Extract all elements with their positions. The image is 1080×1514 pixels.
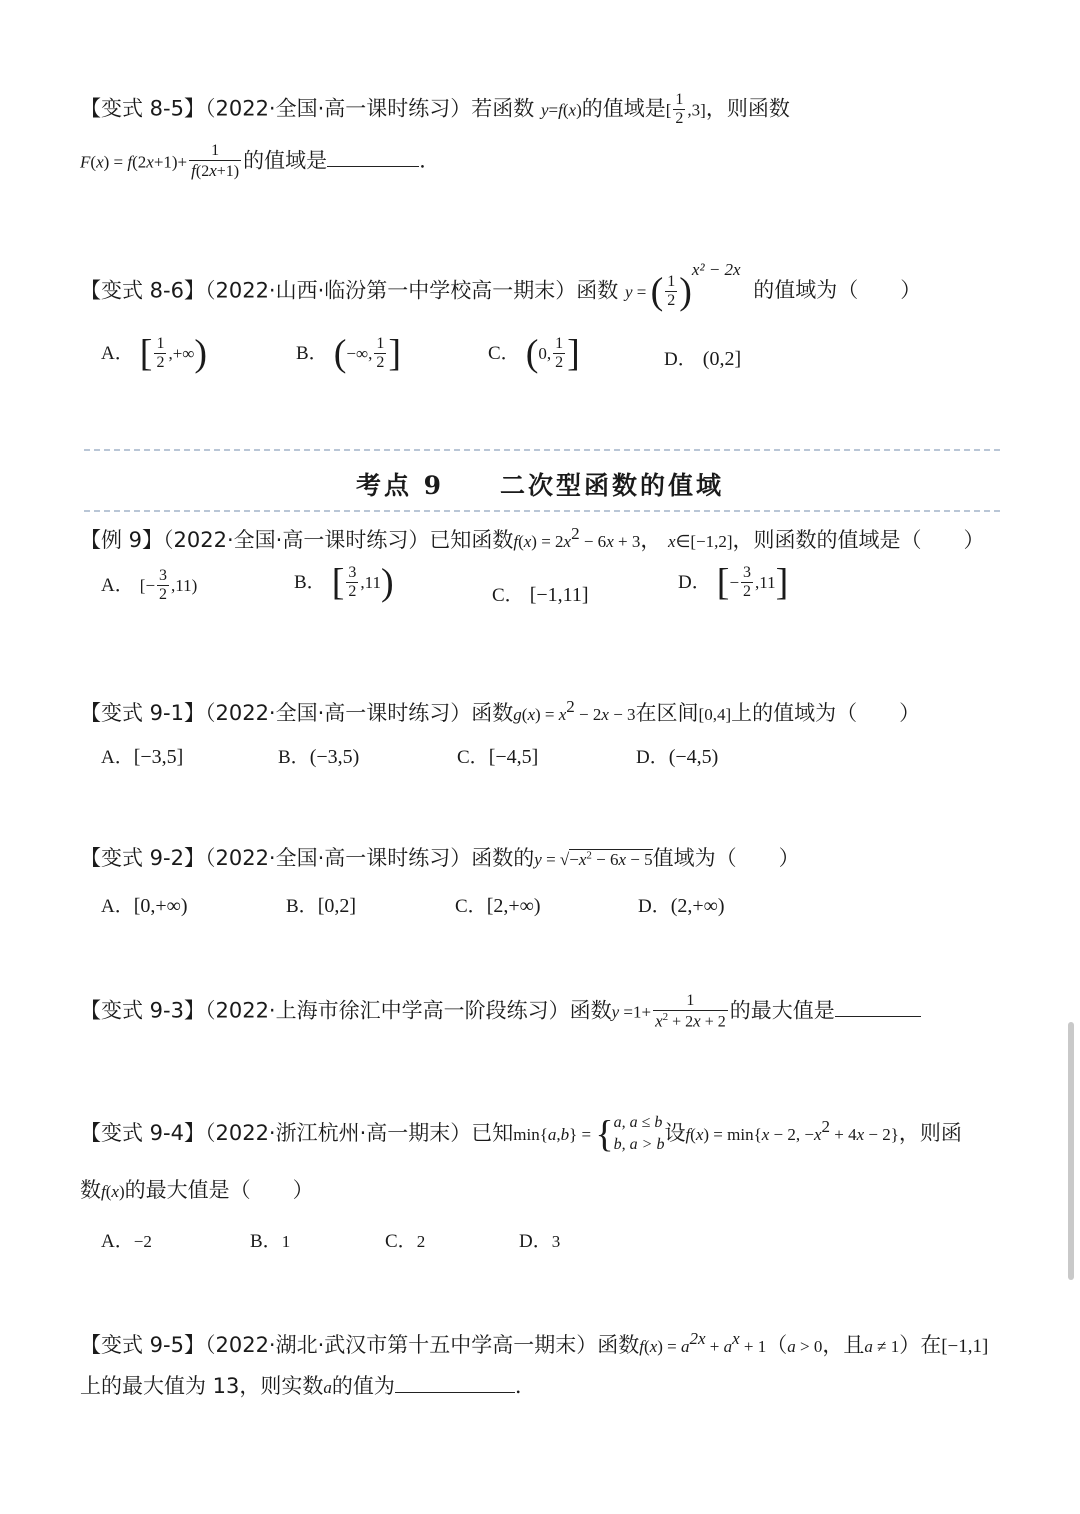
problem-tag: 【变式 9-5】 xyxy=(80,1333,205,1357)
scrollbar-thumb[interactable] xyxy=(1068,1022,1074,1280)
problem-source: （2022·全国·高一课时练习） xyxy=(163,528,430,552)
problem-source: （2022·浙江杭州·高一期末） xyxy=(204,1120,472,1145)
math-expression: F xyxy=(80,152,91,172)
problem-tag: 【变式 9-1】 xyxy=(80,701,205,725)
problem-source: （2022·湖北·武汉市第十五中学高一期末） xyxy=(204,1333,598,1357)
option-c[interactable]: C．2 xyxy=(385,1231,426,1252)
option-d[interactable]: D． [− $\frac{3}{2}$ ,11] xyxy=(678,561,789,604)
problem-source: （2022·山西·临汾第一中学校高一期末） xyxy=(204,278,577,303)
problem-source: （2022·上海市徐汇中学高一阶段练习） xyxy=(204,998,570,1023)
section-divider-top xyxy=(84,449,1000,451)
option-c[interactable]: C．[2,+∞) xyxy=(455,895,541,917)
problem-tag: 【变式 9-2】 xyxy=(80,846,205,870)
example-9: 【例 9】（2022·全国·高一课时练习）已知函数$f(x) = 2x^2 - 6x + 3$， x∈[−1,2]，则函数的值域是（ ） xyxy=(80,524,985,552)
option-c[interactable]: C． (0, $\frac{1}{2}$ ] xyxy=(488,332,580,375)
math-fraction: $\frac{1}{2}$ xyxy=(675,91,684,127)
problem-9-4-line2: 数f(x)的最大值是（ ） xyxy=(80,1178,314,1202)
option-d[interactable]: D．(2,+∞) xyxy=(638,895,725,917)
problem-source: （2022·全国·高一课时练习） xyxy=(204,96,472,121)
problem-9-2: 【变式 9-2】（2022·全国·高一课时练习）函数的$y = √-x^2 - 6x - 5$值域为（ ） xyxy=(80,846,800,870)
section-divider-bottom xyxy=(84,510,1000,512)
option-d[interactable]: D．3 xyxy=(519,1231,561,1252)
answer-blank xyxy=(395,1390,515,1393)
problem-9-3: 【变式 9-3】（2022·上海市徐汇中学高一阶段练习）函数y =1+ $\frac{1}{x^2 + 2x + 2}$ 的最大值是 xyxy=(80,993,921,1031)
option-c[interactable]: C． [−1,11] xyxy=(492,584,589,606)
problem-tag: 【例 9】 xyxy=(80,528,164,552)
problem-9-1: 【变式 9-1】（2022·全国·高一课时练习）函数$g(x) = x^2 - 2x - 3$在区间[0,4]上的值域为（ ） xyxy=(80,697,921,725)
problem-tag: 【变式 8-5】 xyxy=(80,96,205,121)
option-b[interactable]: B． (−∞, $\frac{1}{2}$ ] xyxy=(296,332,402,375)
answer-blank xyxy=(327,164,419,167)
option-a[interactable]: A．[0,+∞) xyxy=(101,895,188,917)
problem-8-5: 【变式 8-5】（2022·全国·高一课时练习）若函数 y=f(x)的值域是[ $\frac{1}{2}$ ,3]，则函数 xyxy=(80,91,790,127)
problem-9-4: 【变式 9-4】（2022·浙江杭州·高一期末）已知min{a,b} = { a, a ≤ b b, a > b 设f(x) = min{x − 2, $-x^2 + 4x - 2$}，则函 xyxy=(80,1113,962,1156)
problem-tag: 【变式 9-4】 xyxy=(80,1120,205,1145)
option-b[interactable]: B．(−3,5) xyxy=(278,746,360,768)
option-a[interactable]: A． [− $\frac{3}{2}$ ,11) xyxy=(101,567,198,603)
option-c[interactable]: C．[−4,5] xyxy=(457,746,539,768)
option-b[interactable]: B．[0,2] xyxy=(286,895,357,917)
option-d[interactable]: D． (0,2] xyxy=(664,348,742,370)
math-fraction: $\frac{1}{f(2x+1)}$ xyxy=(191,142,240,180)
option-b[interactable]: B．1 xyxy=(250,1231,291,1252)
option-a[interactable]: A．[−3,5] xyxy=(101,746,184,768)
option-b[interactable]: B． [ $\frac{3}{2}$ ,11) xyxy=(294,561,394,604)
problem-8-6: 【变式 8-6】（2022·山西·临汾第一中学校高一期末）函数 y = ( $\frac{1}{2}$ )$^{x^2 - 2x}$ 的值域为（ ） xyxy=(80,260,922,313)
math-fraction: $\frac{1}{x^2 + 2x + 2}$ xyxy=(655,992,726,1031)
math-expression: y xyxy=(624,282,633,302)
section-title: 考点 9 二次型函数的值域 xyxy=(355,471,725,500)
problem-8-5-line2: F(x) = f(2x+1)+ $\frac{1}{f(2x+1)}$ 的值域是 . xyxy=(80,142,426,180)
math-expression: y xyxy=(540,100,549,120)
answer-blank xyxy=(835,1014,921,1017)
problem-tag: 【变式 8-6】 xyxy=(80,278,205,303)
option-d[interactable]: D．(−4,5) xyxy=(636,746,719,768)
problem-tag: 【变式 9-3】 xyxy=(80,998,205,1023)
problem-source: （2022·全国·高一课时练习） xyxy=(204,846,472,870)
problem-9-5: 【变式 9-5】（2022·湖北·武汉市第十五中学高一期末）函数$f(x) = a^{2x} + a^x + 1(a > 0$，且a ≠ 1）在[−1,1] xyxy=(80,1329,989,1357)
option-a[interactable]: A．−2 xyxy=(101,1231,152,1252)
problem-source: （2022·全国·高一课时练习） xyxy=(204,701,472,725)
option-a[interactable]: A． [ $\frac{1}{2}$ ,+∞) xyxy=(101,332,208,375)
problem-9-5-line2: 上的最大值为 13，则实数a的值为 . xyxy=(80,1374,522,1398)
